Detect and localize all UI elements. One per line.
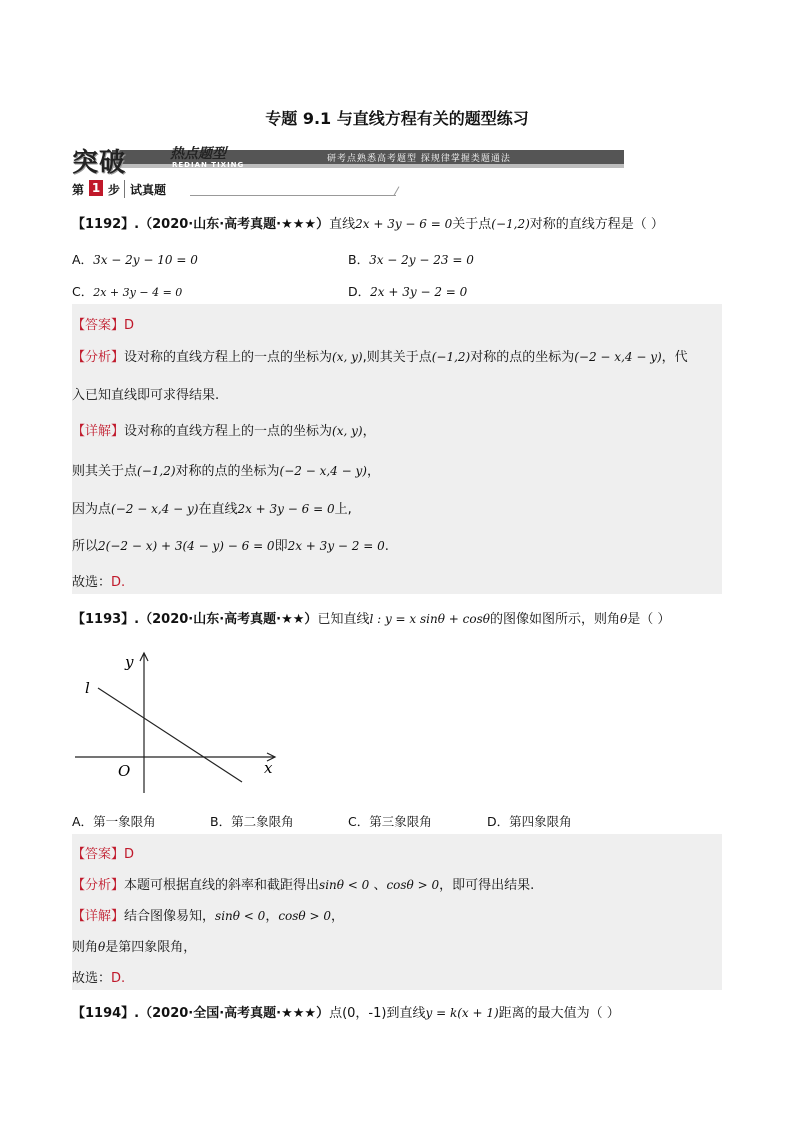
stem-text: 是（ ）: [627, 612, 671, 627]
option-label: B．: [348, 252, 370, 267]
y-axis-label: y: [125, 653, 134, 671]
detail-text: 即: [274, 539, 288, 554]
step-label: 试真题: [130, 183, 167, 197]
option-label: B．: [210, 814, 232, 829]
option-label: D．: [348, 284, 371, 299]
answer-tag: 【答案】: [72, 318, 125, 333]
option-b[interactable]: [210, 812, 294, 830]
option-text: 第三象限角: [369, 814, 432, 829]
detail-math: (−2 − x,4 − y): [111, 502, 199, 516]
line-label: l: [85, 679, 90, 697]
detail-math: sinθ < 0: [215, 909, 266, 923]
option-math: 2x + 3y − 2 = 0: [370, 285, 468, 299]
detail-line-2: [72, 936, 196, 955]
option-math: 3x − 2y − 10 = 0: [93, 253, 198, 267]
section-banner: [72, 144, 624, 178]
stem-math: 2x + 3y − 6 = 0: [355, 217, 453, 231]
detail-math: (−1,2): [137, 464, 176, 478]
banner-note: 研考点熟悉高考题型 探规律掌握类题通法: [327, 154, 511, 164]
detail-text: 所以: [72, 539, 99, 554]
option-math: 2x + 3y − 4 = 0: [93, 286, 183, 299]
detail-math: (x, y): [332, 424, 363, 438]
option-a[interactable]: [72, 250, 198, 268]
option-text: 第一象限角: [93, 814, 156, 829]
analysis-math: cosθ > 0: [386, 878, 440, 892]
option-a[interactable]: [72, 812, 156, 830]
step-divider: [124, 180, 125, 198]
banner-heading: 突破: [72, 148, 127, 178]
option-c[interactable]: [72, 282, 182, 300]
detail-text: 因为点: [72, 502, 112, 517]
question-number: 【1192】.: [72, 217, 140, 232]
detail-text: ，: [362, 424, 376, 439]
choose-line: [72, 967, 125, 986]
step-number: 1: [89, 180, 103, 196]
answer-tag: 【答案】: [72, 847, 125, 862]
option-c[interactable]: [348, 812, 432, 830]
choose-text: 故选：: [72, 575, 112, 590]
option-label: C．: [348, 814, 370, 829]
page-title: 专题 9.1 与直线方程有关的题型练习: [265, 109, 529, 128]
banner-pinyin: REDIAN TIXING: [172, 161, 245, 169]
stem-text: 直线: [329, 217, 356, 232]
detail-math: 2x + 3y − 2 = 0: [287, 539, 385, 553]
analysis-math: (x, y): [332, 350, 363, 364]
detail-line: [72, 905, 344, 924]
stem-math: (−1,2): [491, 217, 530, 231]
question-source: （2020·全国·高考真题·★★★）: [139, 1006, 330, 1021]
detail-text: ，: [330, 909, 344, 924]
detail-text: ，: [265, 909, 279, 924]
question-1192-stem: [72, 213, 664, 232]
origin-label: O: [118, 762, 131, 780]
detail-text: .: [384, 539, 389, 554]
analysis-tag: 【分析】: [72, 350, 125, 365]
analysis-line: [72, 874, 534, 893]
detail-line: [72, 420, 376, 439]
choose-answer: D.: [111, 971, 126, 986]
detail-text: 对称的点的坐标为: [175, 464, 280, 479]
analysis-line: [72, 346, 688, 365]
option-text: 第四象限角: [509, 814, 572, 829]
option-math: 3x − 2y − 23 = 0: [369, 253, 474, 267]
option-label: A．: [72, 814, 94, 829]
option-label: D．: [487, 814, 510, 829]
x-axis-label: x: [264, 759, 273, 777]
question-number: 【1193】.: [72, 612, 140, 627]
detail-text: 设对称的直线方程上的一点的坐标为: [124, 424, 333, 439]
analysis-line-2: 入已知直线即可求得结果.: [72, 388, 220, 403]
option-d[interactable]: [487, 812, 572, 830]
detail-text: 上,: [334, 502, 352, 517]
detail-text: 则角: [72, 940, 99, 955]
detail-math: cosθ > 0: [278, 909, 331, 923]
step-prefix: 第: [72, 183, 85, 197]
detail-text: 则其关于点: [72, 464, 138, 479]
detail-math: (−2 − x,4 − y): [279, 464, 367, 478]
stem-math: l : y = x sinθ + cosθ: [369, 612, 490, 626]
detail-text: 是第四象限角，: [105, 940, 197, 955]
detail-tag: 【详解】: [72, 909, 125, 924]
detail-math: θ: [98, 940, 106, 954]
answer-line: [72, 843, 134, 862]
analysis-math: (−2 − x,4 − y): [574, 350, 662, 364]
stem-text: 对称的直线方程是（ ）: [529, 217, 664, 232]
answer-value: D: [124, 847, 135, 862]
detail-tag: 【详解】: [72, 424, 125, 439]
stem-math: θ: [619, 612, 628, 626]
question-source: （2020·山东·高考真题·★★★）: [139, 217, 330, 232]
detail-text: ，: [366, 464, 380, 479]
stem-text: 距离的最大值为（ ）: [498, 1006, 620, 1021]
choose-line: [72, 571, 125, 590]
step-rule: [190, 195, 396, 196]
analysis-text: 、: [369, 878, 387, 893]
option-b[interactable]: [348, 250, 474, 268]
step-marker: [72, 180, 412, 198]
option-text: 第二象限角: [231, 814, 294, 829]
answer-line: [72, 314, 134, 333]
choose-text: 故选：: [72, 971, 112, 986]
detail-math: 2(−2 − x) + 3(4 − y) − 6 = 0: [98, 539, 275, 553]
line-graph: [70, 645, 290, 800]
answer-box-1193: [72, 834, 722, 990]
detail-line-2: [72, 460, 380, 479]
detail-text: 结合图像易知，: [124, 909, 216, 924]
step-rule-tick: [394, 186, 400, 195]
analysis-text: ，代: [661, 350, 688, 365]
analysis-text: 本题可根据直线的斜率和截距得出: [124, 878, 320, 893]
detail-math: 2x + 3y − 6 = 0: [237, 502, 335, 516]
analysis-tag: 【分析】: [72, 878, 125, 893]
stem-text: 已知直线: [317, 612, 370, 627]
detail-line-3: [72, 498, 352, 517]
analysis-math: sinθ < 0: [319, 878, 370, 892]
banner-hot-topics: 热点题型: [170, 146, 226, 162]
stem-text: 点(0，-1)到直线: [329, 1006, 426, 1021]
answer-box-1192: [72, 304, 722, 594]
analysis-math: (−1,2): [431, 350, 471, 364]
step-suffix: 步: [108, 183, 121, 197]
question-1194-stem: [72, 1002, 620, 1021]
detail-line-4: [72, 535, 389, 554]
option-label: C．: [72, 284, 94, 299]
stem-text: 关于点: [452, 217, 492, 232]
analysis-text: 设对称的直线方程上的一点的坐标为: [124, 350, 333, 365]
stem-math: y = k(x + 1): [425, 1006, 499, 1020]
question-number: 【1194】.: [72, 1006, 140, 1021]
option-label: A．: [72, 252, 94, 267]
option-d[interactable]: [348, 282, 467, 300]
question-source: （2020·山东·高考真题·★★）: [139, 612, 318, 627]
analysis-text: ,则其关于点: [362, 350, 432, 365]
analysis-text: 对称的点的坐标为: [470, 350, 575, 365]
question-1193-stem: [72, 608, 670, 627]
choose-answer: D.: [111, 575, 126, 590]
analysis-text: ，即可得出结果.: [439, 878, 535, 893]
answer-value: D: [124, 318, 135, 333]
stem-text: 的图像如图所示，则角: [489, 612, 620, 627]
detail-text: 在直线: [198, 502, 238, 517]
